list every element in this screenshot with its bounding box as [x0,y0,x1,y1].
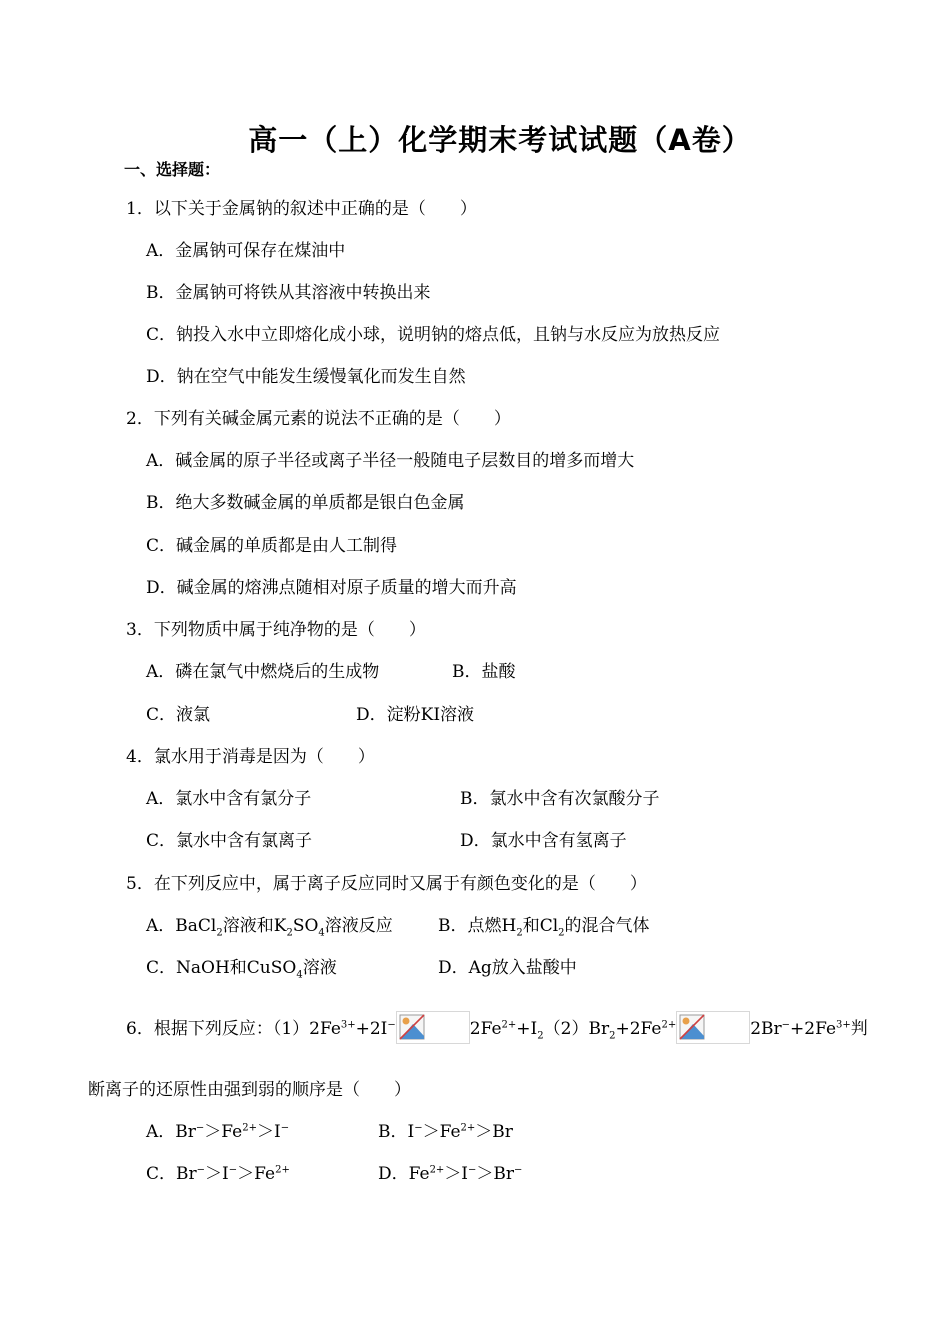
missing-image-icon [676,1011,750,1044]
question-1-option-d: D．钠在空气中能发生缓慢氧化而发生自然 [146,367,466,387]
section-heading: 一、选择题： [124,160,221,179]
question-5-stem: 5．在下列反应中，属于离子反应同时又属于有颜色变化的是（ ） [126,874,647,894]
question-4-stem: 4．氯水用于消毒是因为（ ） [126,747,375,767]
question-3-stem: 3．下列物质中属于纯净物的是（ ） [126,620,426,640]
page-title: 高一（上）化学期末考试试题（A卷） [248,123,752,157]
question-5-option-c: C．NaOH和CuSO$_4$溶液 [146,958,337,981]
question-4-option-c: C．氯水中含有氯离子 [146,831,313,851]
question-4-option-a: A．氯水中含有氯分子 [146,789,312,809]
question-2-stem: 2．下列有关碱金属元素的说法不正确的是（ ） [126,409,511,429]
question-1-option-b: B．金属钠可将铁从其溶液中转换出来 [146,283,431,303]
question-4-option-b: B．氯水中含有次氯酸分子 [460,789,660,809]
question-6-option-d: D．$Fe^{2+}>I^->Br^-$ [378,1164,523,1184]
question-5-option-a: A．BaCl$_2$溶液和$K_2SO_4$溶液反应 [146,916,393,939]
question-2-option-b: B．绝大多数碱金属的单质都是银白色金属 [146,493,465,513]
question-2-option-d: D．碱金属的熔沸点随相对原子质量的增大而升高 [146,578,517,598]
question-3-option-d: D．淀粉KI溶液 [356,705,475,725]
question-5-option-b: B．点燃$H_2$和$Cl_2$的混合气体 [438,916,650,939]
question-6-option-c: C．$Br^->I^->Fe^{2+}$ [146,1164,290,1184]
question-6-stem-continued: 断离子的还原性由强到弱的顺序是（ ） [88,1080,411,1100]
question-2-option-a: A．碱金属的原子半径或离子半径一般随电子层数目的增多而增大 [146,451,635,471]
question-3-option-c: C．液氯 [146,705,211,725]
question-5-option-d: D．Ag放入盐酸中 [438,958,577,978]
question-1-option-c: C．钠投入水中立即熔化成小球，说明钠的熔点低，且钠与水反应为放热反应 [146,325,721,345]
question-3-option-a: A．磷在氯气中燃烧后的生成物 [146,662,380,682]
question-2-option-c: C．碱金属的单质都是由人工制得 [146,536,398,556]
question-6-option-b: B．$I^->Fe^{2+}>Br$ [378,1122,513,1142]
missing-image-icon [396,1011,470,1044]
question-4-option-d: D．氯水中含有氢离子 [460,831,627,851]
question-6-stem: 6．根据下列反应：$(1)2Fe^{3+}+2I^-$ $2Fe^{2+}+I_2(2)Br_2+2Fe^{2+}$ $2Br^-+2Fe^{3+}$判 [126,1011,868,1044]
question-1-stem: 1．以下关于金属钠的叙述中正确的是（ ） [126,199,477,219]
question-1-option-a: A．金属钠可保存在煤油中 [146,241,346,261]
question-6-option-a: A．$Br^->Fe^{2+}>I^-$ [146,1122,290,1142]
question-3-option-b: B．盐酸 [452,662,516,682]
